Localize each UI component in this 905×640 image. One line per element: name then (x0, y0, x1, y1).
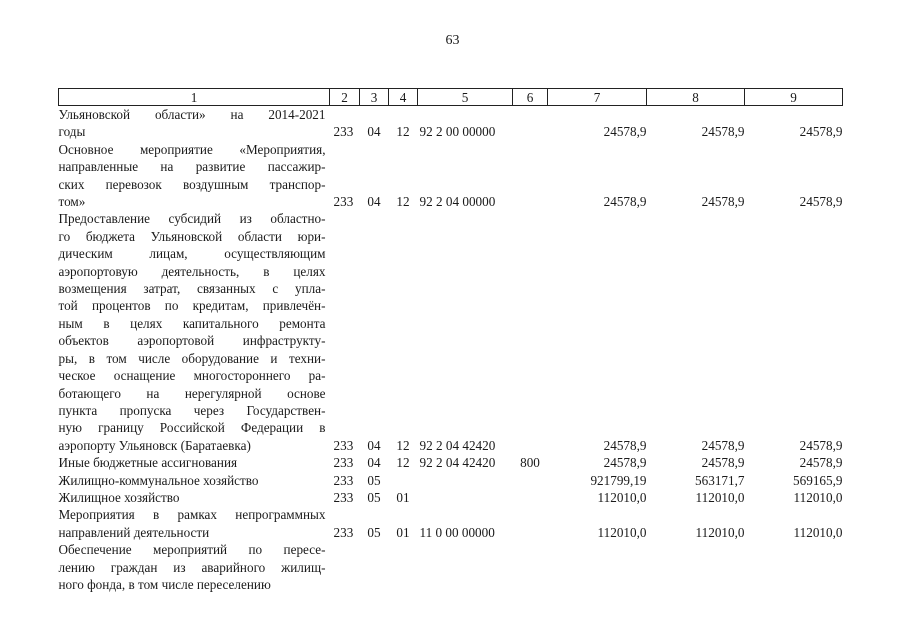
amount-col-7: 24578,9 (603, 194, 647, 210)
amount-col-7: 24578,9 (603, 437, 647, 453)
amount-col-8: 112010,0 (695, 524, 745, 540)
row-name-line: Жилищно-коммунальное хозяйство (58, 472, 259, 488)
amount-col-9: 24578,9 (799, 124, 843, 140)
code-subsection: 01 (396, 524, 410, 540)
amount-col-9: 24578,9 (799, 194, 843, 210)
amount-col-7: 24578,9 (603, 455, 647, 471)
code-subsection: 12 (396, 124, 410, 140)
table-row (59, 106, 843, 141)
column-header: 7 (548, 89, 647, 106)
code-admin: 233 (333, 472, 354, 488)
code-expense-type (513, 541, 548, 593)
table-row (59, 489, 843, 506)
row-name-line: лению граждан из аварийного жилищ- (58, 559, 326, 575)
code-target-article (418, 472, 513, 489)
amount-col-7 (548, 541, 647, 593)
row-name (59, 210, 330, 454)
amount-col-7: 112010,0 (597, 489, 647, 505)
code-section: 04 (367, 437, 381, 453)
column-header: 1 (59, 89, 330, 106)
code-section: 05 (367, 472, 381, 488)
amount-col-9: 24578,9 (799, 455, 843, 471)
row-name-line: направленные на развитие пассажир- (58, 159, 326, 175)
row-name-line: аэропортовую деятельность, в целях (58, 263, 326, 279)
table-row (59, 472, 843, 489)
table-row (59, 210, 843, 454)
code-section: 05 (367, 524, 381, 540)
row-name-line: ную границу Российской Федерации в (58, 420, 326, 436)
table-row (59, 506, 843, 541)
code-admin: 233 (333, 437, 354, 453)
row-name (59, 141, 330, 211)
code-target-article: 92 2 04 42420 (419, 437, 496, 453)
table-row (59, 141, 843, 211)
row-name-line: Основное мероприятие «Мероприятия, (58, 141, 326, 157)
row-name (59, 506, 330, 541)
code-subsection: 12 (396, 455, 410, 471)
row-name-line: Жилищное хозяйство (58, 489, 180, 505)
row-name-line: го бюджета Ульяновской области юри- (58, 228, 326, 244)
page-number: 63 (445, 33, 460, 48)
code-expense-type (513, 472, 548, 489)
amount-col-7: 24578,9 (603, 124, 647, 140)
code-admin: 233 (333, 455, 354, 471)
code-section: 04 (367, 194, 381, 210)
code-target-article: 92 2 04 00000 (419, 194, 496, 210)
column-header: 3 (360, 89, 389, 106)
amount-col-8: 24578,9 (701, 455, 745, 471)
code-target-article: 92 2 00 00000 (419, 124, 496, 140)
table-header (59, 89, 843, 106)
code-admin (330, 541, 360, 593)
row-name-line: Иные бюджетные ассигнования (58, 455, 238, 471)
code-admin: 233 (333, 194, 354, 210)
code-subsection: 12 (396, 437, 410, 453)
code-target-article: 92 2 04 42420 (419, 455, 496, 471)
code-target-article (418, 541, 513, 593)
amount-col-8: 112010,0 (695, 489, 745, 505)
row-name-line: том» (58, 194, 86, 210)
code-section: 04 (367, 455, 381, 471)
code-admin: 233 (333, 524, 354, 540)
budget-table (58, 88, 843, 593)
code-expense-type (513, 106, 548, 141)
amount-col-8: 24578,9 (701, 194, 745, 210)
table-row (59, 541, 843, 593)
row-name-line: ры, в том числе оборудование и техни- (58, 350, 326, 366)
row-name-line: ботающего на нерегулярной основе (58, 385, 326, 401)
row-name-line: годы (58, 124, 86, 140)
amount-col-8: 24578,9 (701, 437, 745, 453)
code-target-article: 11 0 00 00000 (419, 524, 495, 540)
row-name-line: Обеспечение мероприятий по пересе- (58, 542, 326, 558)
column-header: 4 (389, 89, 418, 106)
table-body (59, 106, 843, 594)
row-name (59, 454, 330, 471)
code-subsection (389, 472, 418, 489)
amount-col-9: 112010,0 (793, 524, 843, 540)
row-name-line: ного фонда, в том числе переселению (58, 576, 271, 592)
code-section (360, 541, 389, 593)
row-name-line: объектов аэропортовой инфраструкту- (58, 333, 326, 349)
row-name-line: Ульяновской области» на 2014-2021 (58, 107, 326, 122)
amount-col-9: 112010,0 (793, 489, 843, 505)
code-subsection: 01 (396, 489, 410, 505)
code-subsection (389, 541, 418, 593)
code-section: 05 (367, 489, 381, 505)
row-name-line: Мероприятия в рамках непрограммных (58, 507, 326, 523)
column-header: 6 (513, 89, 548, 106)
code-admin: 233 (333, 124, 354, 140)
row-name-line: пункта пропуска через Государствен- (58, 402, 326, 418)
row-name (59, 489, 330, 506)
code-target-article (418, 489, 513, 506)
row-name (59, 472, 330, 489)
amount-col-8: 24578,9 (701, 124, 745, 140)
amount-col-8: 563171,7 (695, 472, 745, 488)
code-expense-type (513, 506, 548, 541)
amount-col-9 (745, 541, 843, 593)
row-name-line: той процентов по кредитам, привлечён- (58, 298, 326, 314)
code-admin: 233 (333, 489, 354, 505)
code-expense-type (513, 210, 548, 454)
column-header: 8 (647, 89, 745, 106)
code-section: 04 (367, 124, 381, 140)
row-name-line: ным в целях капитального ремонта (58, 315, 326, 331)
row-name-line: ческое оснащение многостороннего ра- (58, 368, 326, 384)
amount-col-9: 24578,9 (799, 437, 843, 453)
amount-col-9: 569165,9 (793, 472, 843, 488)
code-expense-type (513, 141, 548, 211)
amount-col-8 (647, 541, 745, 593)
row-name-line: Предоставление субсидий из областно- (58, 211, 326, 227)
row-name-line: ских перевозок воздушным транспор- (58, 176, 326, 192)
row-name-line: аэропорту Ульяновск (Баратаевка) (58, 437, 251, 453)
row-name (59, 106, 330, 141)
code-expense-type (513, 489, 548, 506)
column-header: 2 (330, 89, 360, 106)
row-name (59, 541, 330, 593)
row-name-line: направлений деятельности (58, 524, 210, 540)
row-name-line: дическим лицам, осуществляющим (58, 246, 326, 262)
amount-col-7: 112010,0 (597, 524, 647, 540)
column-header: 9 (745, 89, 843, 106)
row-name-line: возмещения затрат, связанных с упла- (58, 281, 326, 297)
column-header: 5 (418, 89, 513, 106)
table-row (59, 454, 843, 471)
code-subsection: 12 (396, 194, 410, 210)
amount-col-7: 921799,19 (590, 472, 647, 488)
code-expense-type: 800 (520, 455, 540, 471)
